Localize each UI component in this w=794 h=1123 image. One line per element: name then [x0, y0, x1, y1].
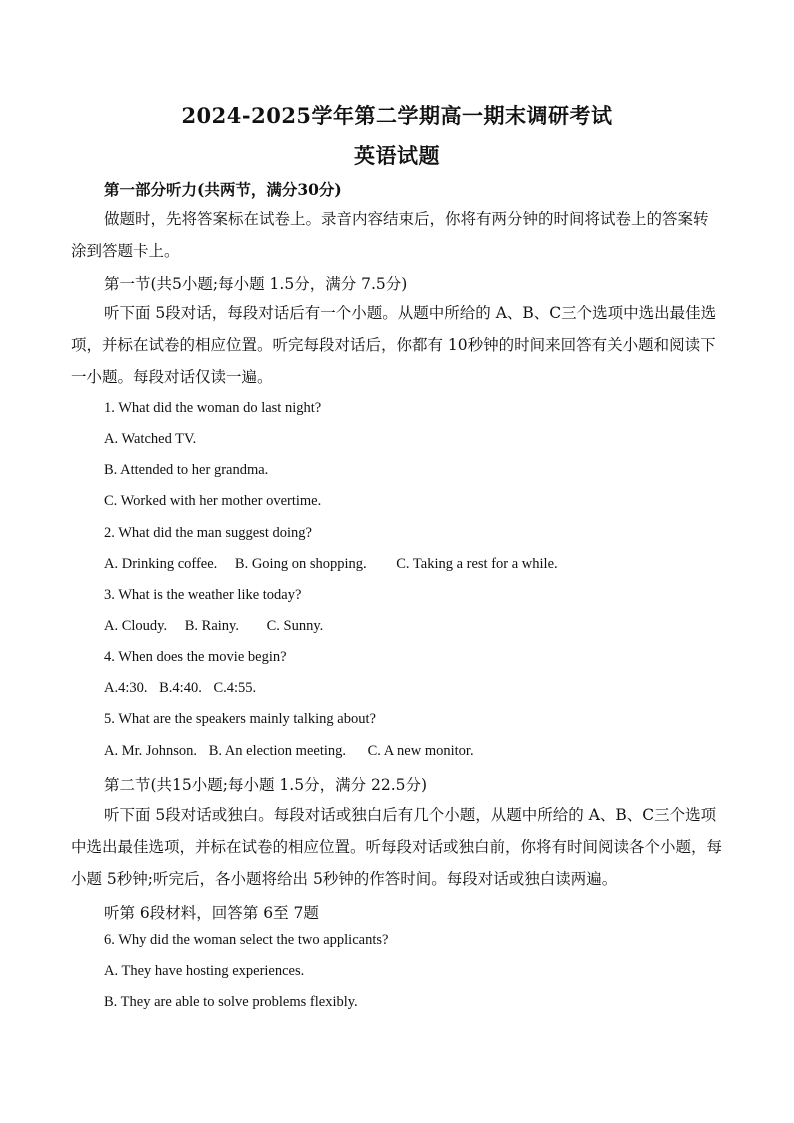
question-1-option-c: C. Worked with her mother overtime.	[104, 493, 322, 509]
exam-title: 2024-2025学年第二学期高一期末调研考试	[181, 103, 613, 128]
question-6-option-a: A. They have hosting experiences.	[104, 963, 305, 979]
question-5-options	[104, 743, 724, 760]
question-2-options	[104, 556, 724, 573]
question-4-stem: 4. When does the movie begin?	[104, 649, 287, 665]
question-1-stem: 1. What did the woman do last night?	[104, 400, 322, 416]
question-3-options	[104, 618, 724, 635]
question-2-stem: 2. What did the man suggest doing?	[104, 525, 312, 541]
question-4-options	[104, 680, 724, 697]
question-4-option-c: C.4:55.	[213, 680, 257, 696]
question-5-option-c: C. A new monitor.	[367, 743, 474, 759]
question-4-option-a: A.4:30.	[104, 680, 148, 696]
question-6-stem: 6. Why did the woman select the two applicants?	[104, 932, 389, 948]
question-1-option-a: A. Watched TV.	[104, 431, 197, 447]
question-3-option-a: A. Cloudy.	[104, 618, 168, 634]
question-1-option-b: B. Attended to her grandma.	[104, 462, 269, 478]
exam-subtitle: 英语试题	[354, 143, 440, 168]
question-2-option-a: A. Drinking coffee.	[104, 556, 218, 572]
question-2-option-b: B. Going on shopping.	[234, 556, 367, 572]
material-6-heading: 听第 6段材料，回答第 6至 7题	[104, 904, 319, 922]
question-6-option-b: B. They are able to solve problems flexibly.	[104, 994, 358, 1010]
section1-heading: 第一节(共5小题;每小题 1.5分，满分 7.5分)	[104, 275, 408, 293]
part1-heading: 第一部分听力(共两节，满分30分)	[104, 180, 342, 199]
question-2-option-c: C. Taking a rest for a while.	[396, 556, 558, 572]
question-5-option-b: B. An election meeting.	[208, 743, 347, 759]
question-4-option-b: B.4:40.	[159, 680, 202, 696]
question-5-stem: 5. What are the speakers mainly talking about?	[104, 711, 376, 727]
question-5-option-a: A. Mr. Johnson.	[104, 743, 198, 759]
question-3-stem: 3. What is the weather like today?	[104, 587, 302, 603]
question-3-option-c: C. Sunny.	[266, 618, 324, 634]
section1-instructions: 听下面 5段对话，每段对话后有一个小题。从题中所给的 A、B、C三个选项中选出最佳选项，并标在试卷的相应位置。听完每段对话后，你都有 10秒钟的时间来回答有关小题和阅读下一小题。每段对话仅读一遍。	[71, 304, 717, 386]
question-3-option-b: B. Rainy.	[184, 618, 239, 634]
section2-instructions: 听下面 5段对话或独白。每段对话或独白后有几个小题，从题中所给的 A、B、C三个选项中选出最佳选项，并标在试卷的相应位置。听每段对话或独白前，你将有时间阅读各个小题，每小题 5秒钟;听完后，各小题将给出 5秒钟的作答时间。每段对话或独白读两遍。	[71, 806, 723, 888]
part1-instructions: 做题时，先将答案标在试卷上。录音内容结束后，你将有两分钟的时间将试卷上的答案转涂到答题卡上。	[71, 210, 709, 260]
section2-heading: 第二节(共15小题;每小题 1.5分，满分 22.5分)	[104, 776, 428, 794]
